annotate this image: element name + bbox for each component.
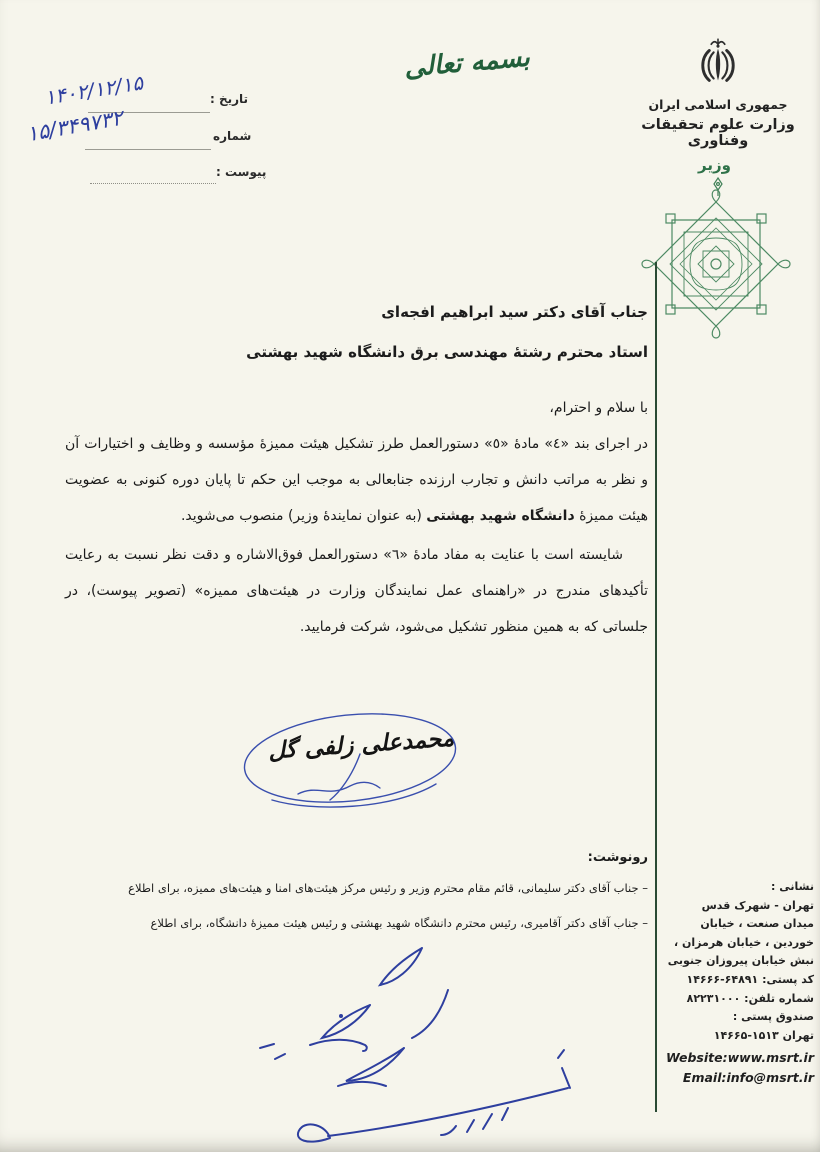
body-line xyxy=(65,498,648,534)
pobox-line xyxy=(662,1027,814,1046)
date-handwritten-value: ۱۴۰۲/۱۲/۱۵ xyxy=(42,70,145,110)
postal-code-value: ۱۴۶۶۶-۶۴۸۹۱ xyxy=(686,972,759,986)
phone-line xyxy=(662,990,814,1009)
pobox-label: صندوق پستی : xyxy=(732,1010,814,1024)
phone-label: شماره تلفن: xyxy=(744,991,814,1005)
ministry-title: وزارت علوم تحقیقات وفناوری xyxy=(641,117,795,149)
address-line: میدان صنعت ، خیابان xyxy=(700,917,814,931)
signature-name: محمدعلی زلفی گل xyxy=(267,725,456,765)
letterhead xyxy=(638,36,798,197)
pobox-city: تهران xyxy=(782,1028,814,1042)
attachment-label: پیوست : xyxy=(216,165,267,179)
cc-block xyxy=(100,845,648,941)
number-handwritten-value: ۱۵/۳۴۹۷۳۲ xyxy=(24,105,125,147)
cc-item: – جناب آقای دکتر سلیمانی، قائم مقام محترم وزیر و رئیس مرکز هیئت‌های امنا و هیئت‌های ممیزه، برای اطلاع xyxy=(128,881,648,895)
body-text: هیئت ممیزهٔ xyxy=(574,508,648,524)
address-line: تهران - شهرک قدس xyxy=(701,898,814,912)
body-line: تأکیدهای مندرج در «راهنمای عمل نمایندگان وزارت در هیئت‌های ممیزه» (تصویر پیوست)، در xyxy=(65,583,648,599)
postal-code-label: کد پستی: xyxy=(762,972,814,986)
handwritten-note-scribble xyxy=(190,930,590,1150)
address-label: نشانی : xyxy=(771,880,814,893)
addressee-line-2: استاد محترم رشتهٔ مهندسی برق دانشگاه شهید بهشتی xyxy=(246,343,648,361)
attachment-line xyxy=(90,183,216,184)
bismillah: بسمه تعالی xyxy=(403,42,531,84)
phone-value: ۸۲۲۳۱۰۰۰ xyxy=(686,991,741,1005)
vertical-divider xyxy=(655,262,657,1112)
arabesque-star-ornament-icon xyxy=(640,188,792,340)
address-line: نبش خیابان پیروزان جنوبی xyxy=(667,954,814,968)
body-line: و نظر به مراتب دانش و تجارب ارزنده جنابعالی به موجب این حکم تا پایان دوره کنونی به عضویت xyxy=(65,472,648,488)
footer-address-block xyxy=(662,878,814,1088)
date-label: تاریخ : xyxy=(210,92,249,106)
salutation: با سلام و احترام، xyxy=(549,400,648,416)
letter-body xyxy=(65,390,648,645)
minister-title: وزیر xyxy=(698,156,731,174)
cc-item: – جناب آقای دکتر آقامیری، رئیس محترم دانشگاه شهید بهشتی و رئیس هیئت ممیزهٔ دانشگاه، برای اطلاع xyxy=(150,916,648,930)
postal-code-line xyxy=(662,971,814,990)
pobox-value: ۱۴۶۶۵-۱۵۱۳ xyxy=(713,1028,779,1042)
addressee-line-1: جناب آقای دکتر سید ابراهیم افجه‌ای xyxy=(381,303,648,321)
iran-emblem-icon xyxy=(689,36,747,94)
body-line: در اجرای بند «٤» مادهٔ «٥» دستورالعمل طرز تشکیل هیئت ممیزهٔ مؤسسه و وظایف و اختیارات آن xyxy=(65,436,648,452)
body-line: جلساتی که به همین منظور تشکیل می‌شود، شرکت فرمایید. xyxy=(299,619,648,635)
address-line: خوردین ، خیابان هرمزان ، xyxy=(674,935,814,949)
number-line xyxy=(85,148,211,150)
country-title: جمهوری اسلامی ایران xyxy=(648,97,788,112)
signature-scribble xyxy=(232,696,472,821)
cc-label: رونوشت: xyxy=(587,850,648,865)
signature-block xyxy=(232,696,472,821)
body-text: (به عنوان نمایندهٔ وزیر) منصوب می‌شوید. xyxy=(180,508,427,524)
email-line: Email:info@msrt.ir xyxy=(682,1070,814,1086)
website-line: Website:www.msrt.ir xyxy=(666,1050,814,1066)
addressee-block xyxy=(65,292,648,372)
university-name-bold: دانشگاه شهید بهشتی xyxy=(426,508,575,524)
number-label: شماره xyxy=(213,129,252,143)
body-line: شایسته است با عنایت به مفاد مادهٔ «٦» دستورالعمل فوق‌الاشاره و دقت نظر نسبت به رعایت xyxy=(65,547,623,563)
